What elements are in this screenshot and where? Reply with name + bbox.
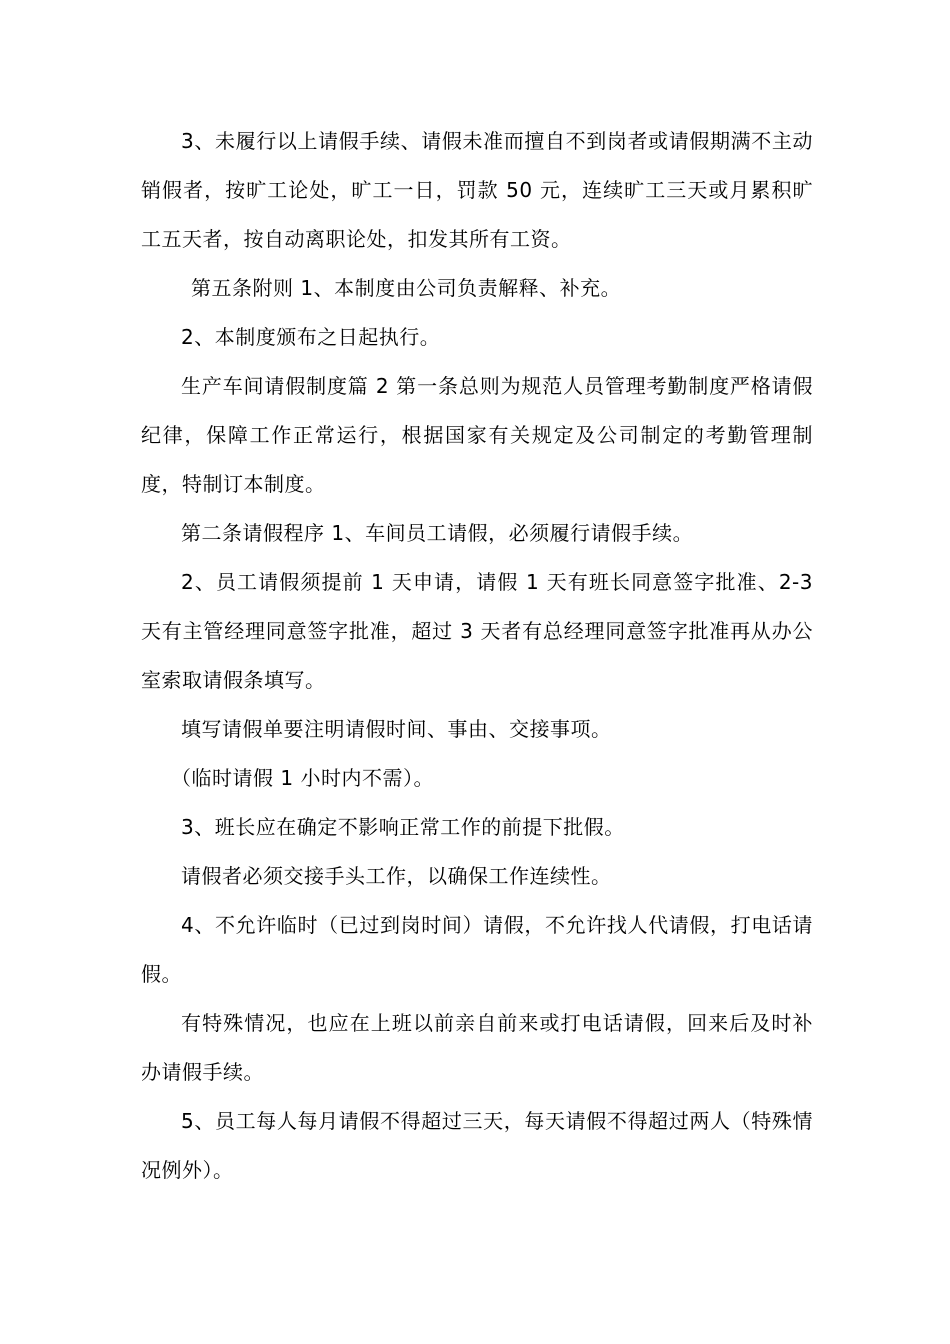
paragraph-special-cases: 有特殊情况，也应在上班以前亲自前来或打电话请假，回来后及时补办请假手续。 bbox=[141, 1011, 813, 1084]
paragraph-article-five: 第五条附则 1、本制度由公司负责解释、补充。 bbox=[191, 276, 622, 300]
paragraph-leave-form: 填写请假单要注明请假时间、事由、交接事项。 bbox=[181, 717, 612, 741]
paragraph-article-two: 第二条请假程序 1、车间员工请假，必须履行请假手续。 bbox=[181, 521, 694, 545]
paragraph-unexcused-absence: 3、未履行以上请假手续、请假未准而擅自不到岗者或请假期满不主动销假者，按旷工论处，旷工一日，罚款 50 元，连续旷工三天或月累积旷工五天者，按自动离职论处，扣发其所有工资。 bbox=[141, 129, 813, 251]
paragraph-temporary-leave: （临时请假 1 小时内不需）。 bbox=[171, 766, 434, 790]
paragraph-no-proxy: 4、不允许临时（已过到岗时间）请假，不允许找人代请假，打电话请假。 bbox=[141, 913, 813, 986]
paragraph-effective-date: 2、本制度颁布之日起执行。 bbox=[181, 325, 441, 349]
document-body bbox=[141, 117, 813, 1195]
paragraph-monthly-limit: 5、员工每人每月请假不得超过三天，每天请假不得超过两人（特殊情况例外）。 bbox=[141, 1109, 813, 1182]
paragraph-article-one: 生产车间请假制度篇 2 第一条总则为规范人员管理考勤制度严格请假纪律，保障工作正常运行，根据国家有关规定及公司制定的考勤管理制度，特制订本制度。 bbox=[141, 374, 813, 496]
paragraph-team-leader: 3、班长应在确定不影响正常工作的前提下批假。 bbox=[181, 815, 625, 839]
paragraph-approval-levels: 2、员工请假须提前 1 天申请，请假 1 天有班长同意签字批准、2-3 天有主管经理同意签字批准，超过 3 天者有总经理同意签字批准再从办公室索取请假条填写。 bbox=[141, 570, 813, 692]
paragraph-handover: 请假者必须交接手头工作，以确保工作连续性。 bbox=[181, 864, 612, 888]
